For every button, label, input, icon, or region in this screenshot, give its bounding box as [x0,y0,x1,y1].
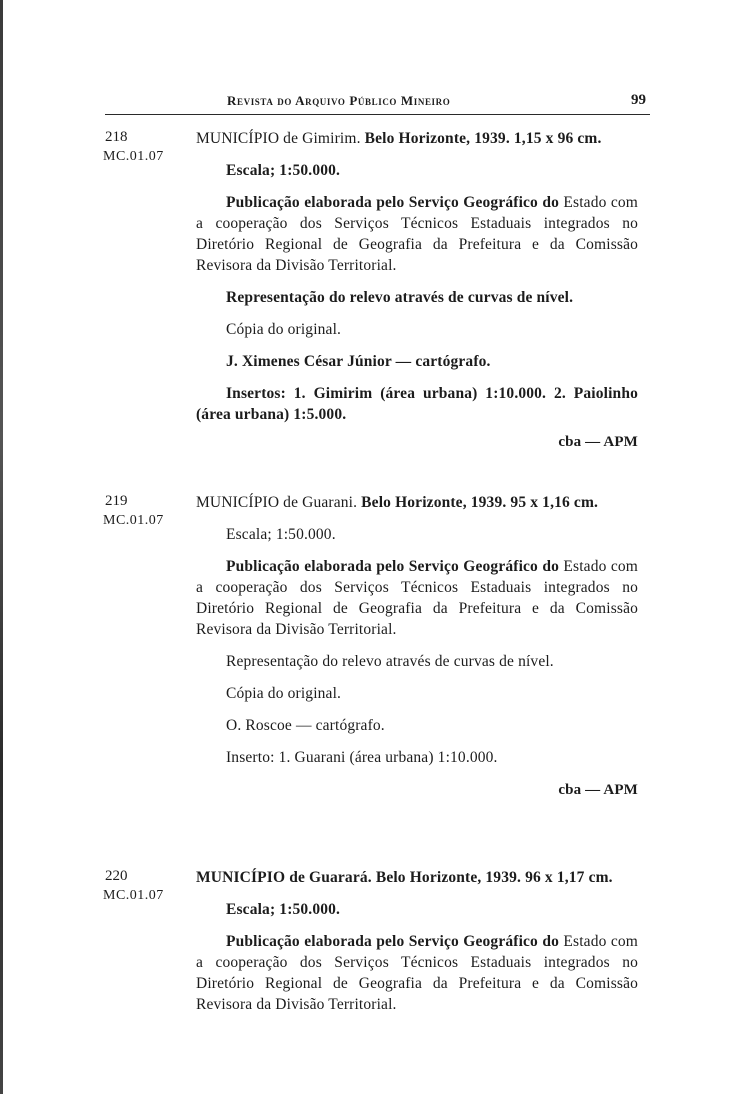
dimensions: 95 x 1,16 cm. [510,494,599,511]
page-scan-edge [0,0,3,1094]
publication-note [196,931,638,1015]
entry-body [196,492,638,801]
inserts-note: Inserto: 1. Guarani (área urbana) 1:10.000. [226,749,498,766]
relief-note: Representação do relevo através de curvas de nível. [226,289,574,306]
entry-number: 218 [105,129,128,145]
title-text: MUNICÍPIO de Guarará. [196,869,372,886]
running-header [105,88,650,118]
entry-title [196,128,638,149]
source-credit: cba — APM [558,782,638,798]
copy-note: Cópia do original. [226,685,342,702]
cartographer: J. Ximenes César Júnior — cartógrafo. [226,353,491,370]
entry-code: MC.01.07 [103,888,164,903]
dimensions: 1,15 x 96 cm. [513,130,602,147]
publication-rest: Estado com a cooperação dos Serviços Técnicos Estaduais integrados no Diretório Regional de Geografia da Prefeitura e da Comissão Revisora da Divisão Territorial. [196,194,639,274]
entry-body [196,128,638,453]
header-rule [105,114,650,115]
entry-code: MC.01.07 [103,149,164,164]
publication-lead: Publicação elaborada pelo Serviço Geográfico do [226,933,560,950]
entry-title [196,867,638,888]
publication-note [196,556,638,640]
entry-body [196,867,638,1026]
page-number: 99 [631,92,646,108]
title-text: MUNICÍPIO de Guarani. [196,494,358,511]
place-date: Belo Horizonte, 1939. [375,869,522,886]
entry-title [196,492,638,513]
title-text: MUNICÍPIO de Gimirim. [196,130,361,147]
source-credit: cba — APM [558,434,638,450]
entry-code: MC.01.07 [103,513,164,528]
publication-lead: Publicação elaborada pelo Serviço Geográfico do [226,558,560,575]
relief-note: Representação do relevo através de curvas de nível. [226,653,554,670]
publication-rest: Estado com a cooperação dos Serviços Técnicos Estaduais integrados no Diretório Regional de Geografia da Prefeitura e da Comissão Revisora da Divisão Territorial. [196,558,639,638]
place-date: Belo Horizonte, 1939. [361,494,507,511]
publication-note [196,192,638,276]
scale: Escala; 1:50.000. [226,526,336,543]
cartographer: O. Roscoe — cartógrafo. [226,717,385,734]
inserts-note: Insertos: 1. Gimirim (área urbana) 1:10.000. 2. Paiolinho (área urbana) 1:5.000. [196,385,638,423]
place-date: Belo Horizonte, 1939. [364,130,510,147]
dimensions: 96 x 1,17 cm. [525,869,613,886]
scale: Escala; 1:50.000. [226,162,341,179]
publication-lead: Publicação elaborada pelo Serviço Geográfico do [226,194,560,211]
copy-note: Cópia do original. [226,321,342,338]
entry-number: 219 [105,493,128,509]
running-title: Revista do Arquivo Público Mineiro [227,93,451,108]
scale: Escala; 1:50.000. [226,901,341,918]
publication-rest: Estado com a cooperação dos Serviços Técnicos Estaduais integrados no Diretório Regional de Geografia da Prefeitura e da Comissão Revisora da Divisão Territorial. [196,933,639,1013]
entry-number: 220 [105,868,128,884]
